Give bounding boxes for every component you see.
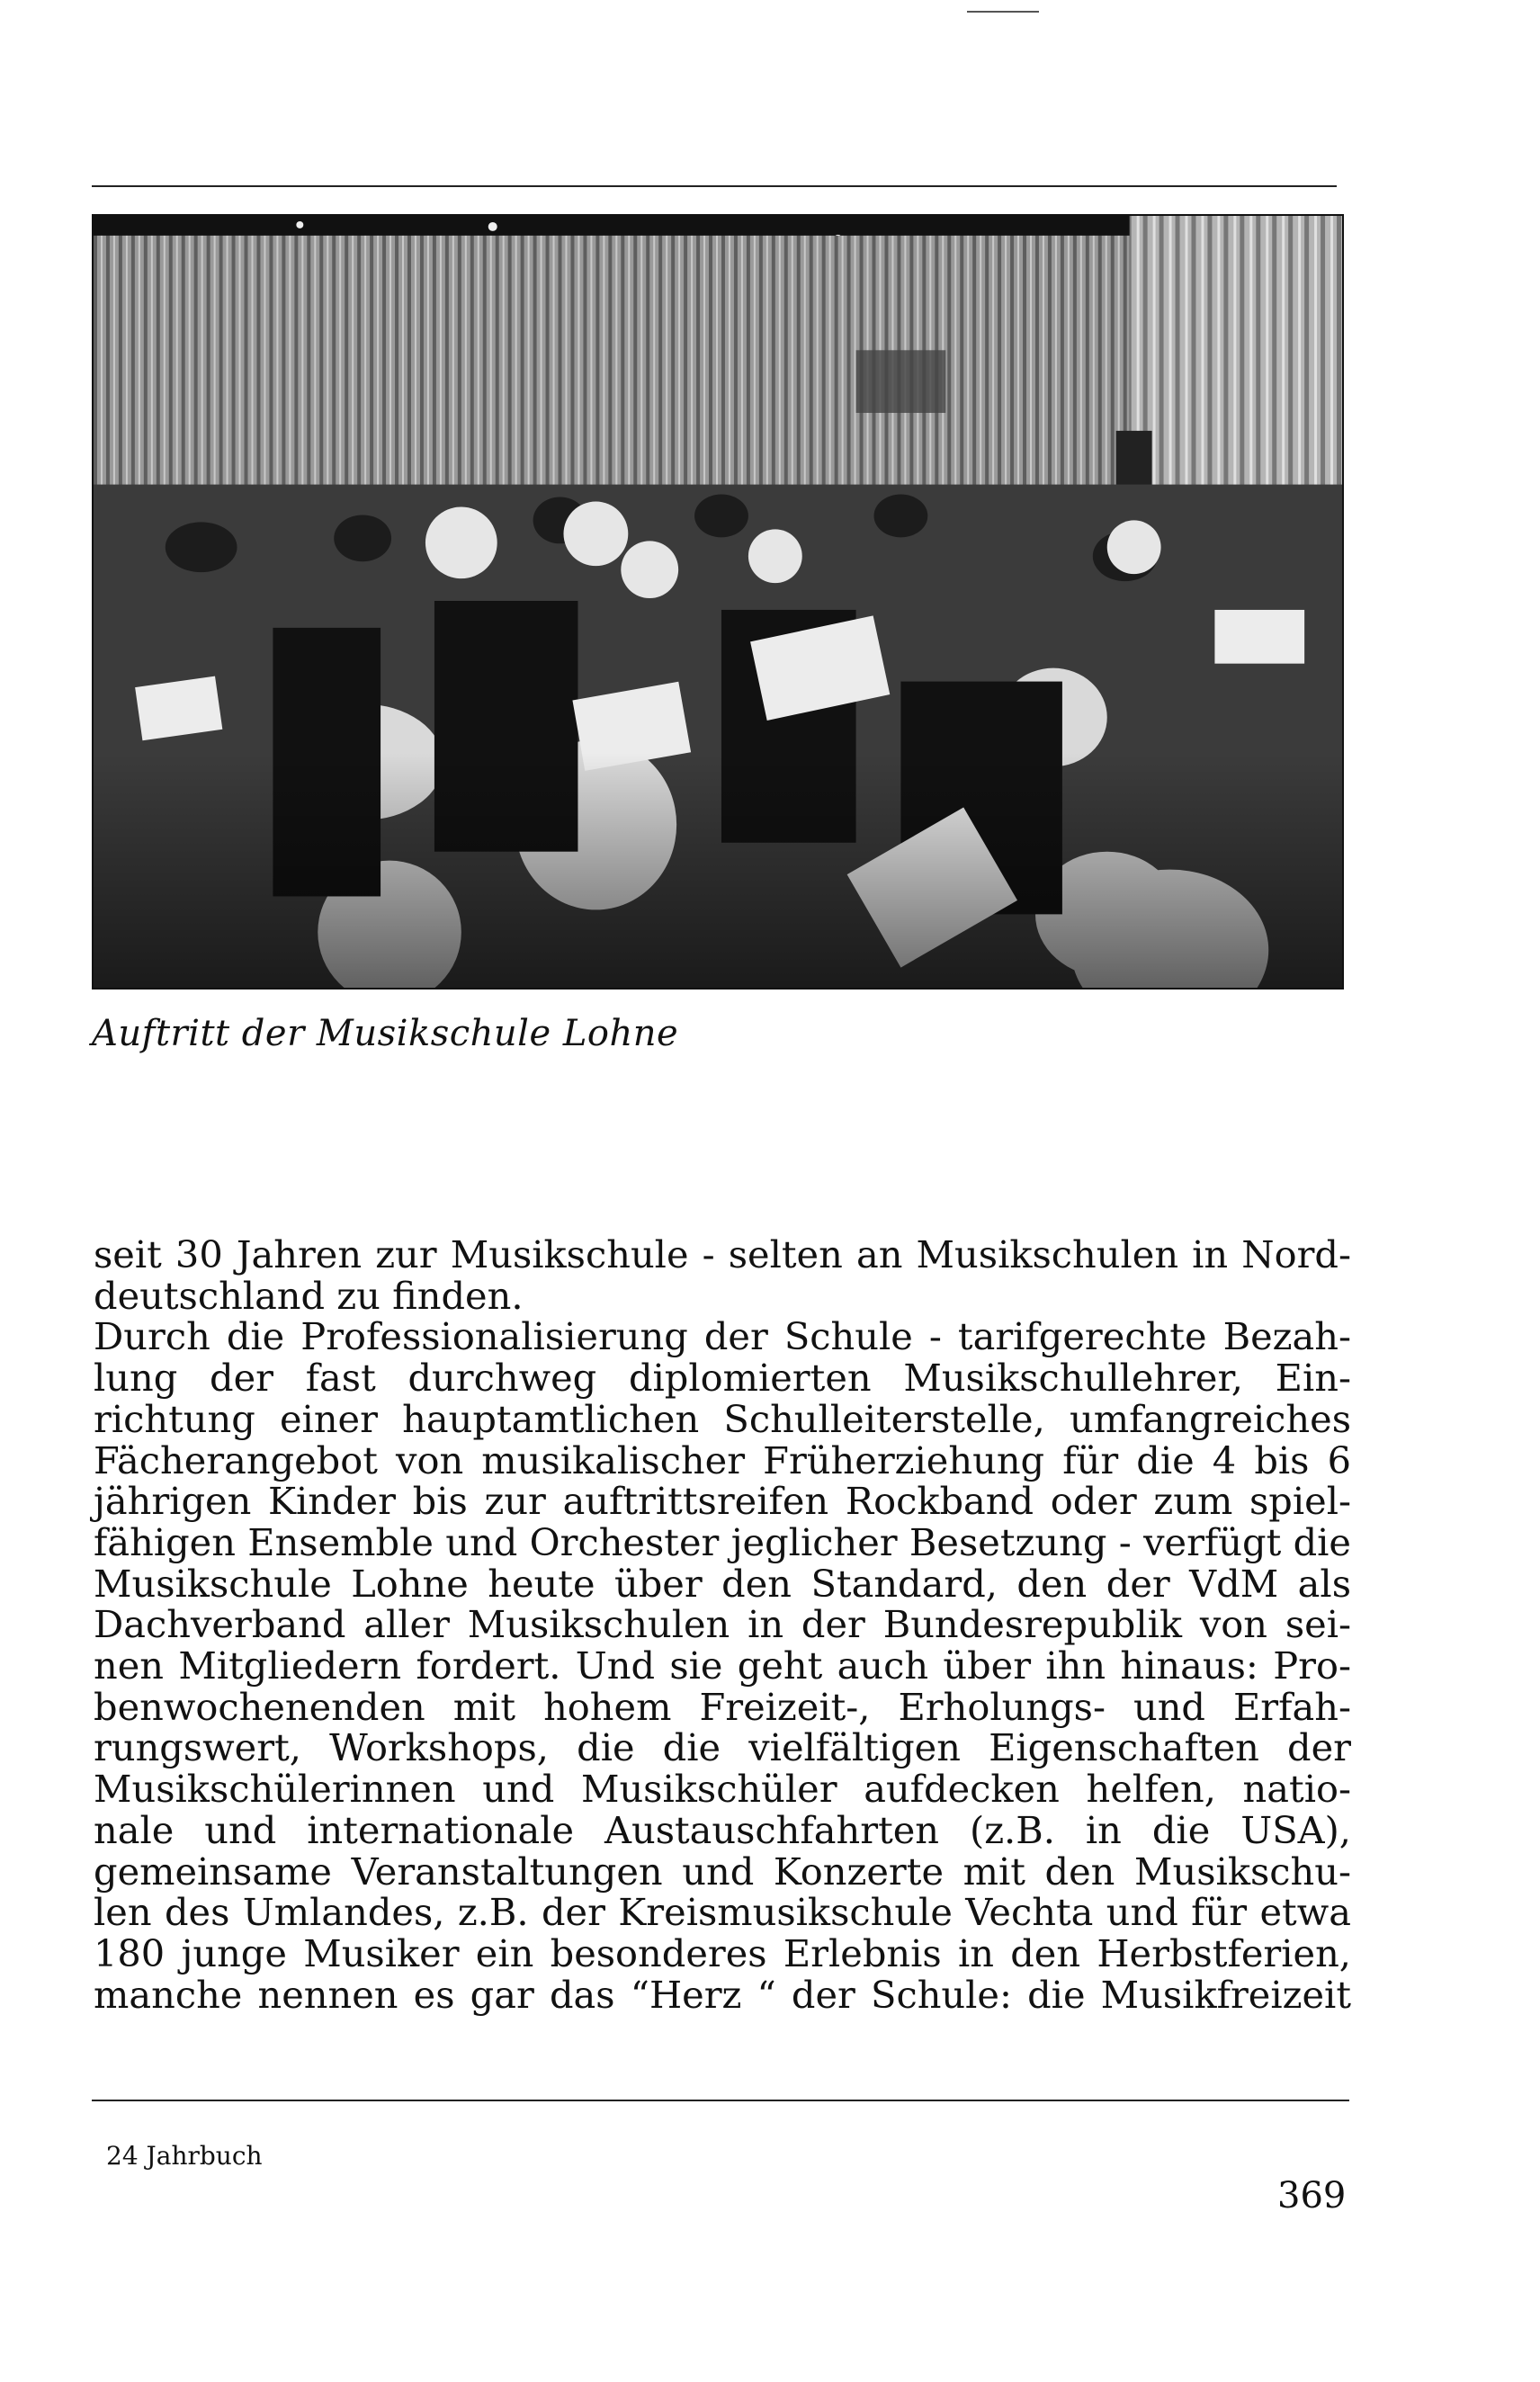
photo-illustration [94,216,1342,988]
page-number: 369 [1277,2175,1347,2216]
body-line: Durch die Professionalisierung der Schule - tarifgerechte Bezah- [94,1314,1351,1359]
body-line: jährigen Kinder bis zur auftrittsreifen Rockband oder zum spiel- [94,1479,1351,1524]
body-line: richtung einer hauptamtlichen Schulleiterstelle, umfangreiches [94,1396,1351,1441]
body-line: lung der fast durchweg diplomierten Musikschullehrer, Ein- [94,1356,1351,1401]
body-line: benwochenenden mit hohem Freizeit-, Erholungs- und Erfah- [94,1684,1351,1729]
top-mark [967,11,1039,13]
orchestra-photo [92,214,1344,990]
body-line: len des Umlandes, z.B. der Kreismusikschule Vechta und für etwa [94,1890,1351,1935]
body-line: Musikschule Lohne heute über den Standard, den der VdM als [94,1561,1351,1606]
body-text [94,1234,1351,2015]
body-line: rungswert, Workshops, die die vielfältigen Eigenschaften der [94,1725,1351,1770]
body-line: gemeinsame Veranstaltungen und Konzerte mit den Musikschu- [94,1849,1351,1894]
top-rule [92,185,1337,187]
body-line: deutschland zu finden. [94,1273,524,1318]
body-line: Fächerangebot von musikalischer Früherziehung für die 4 bis 6 [94,1437,1351,1482]
body-line: Dachverband aller Musikschulen in der Bundesrepublik von sei- [94,1602,1351,1647]
body-line: nale und internationale Austauschfahrten (z.B. in die USA), [94,1807,1351,1852]
footnote: 24 Jahrbuch [106,2141,263,2171]
body-line: 180 junge Musiker ein besonderes Erlebnis in den Herbstferien, [94,1930,1351,1975]
body-line: seit 30 Jahren zur Musikschule - selten an Musikschulen in Nord- [94,1232,1351,1276]
body-line: Musikschülerinnen und Musikschüler aufdecken helfen, natio- [94,1767,1351,1812]
photo-caption: Auftritt der Musikschule Lohne [92,1013,679,1054]
body-line: nen Mitgliedern fordert. Und sie geht auch über ihn hinaus: Pro- [94,1643,1351,1688]
footnote-rule [92,2100,1349,2101]
body-line: manche nennen es gar das “Herz “ der Schule: die Musikfreizeit [94,1972,1351,2017]
body-line: fähigen Ensemble und Orchester jeglicher Besetzung - verfügt die [94,1519,1351,1564]
